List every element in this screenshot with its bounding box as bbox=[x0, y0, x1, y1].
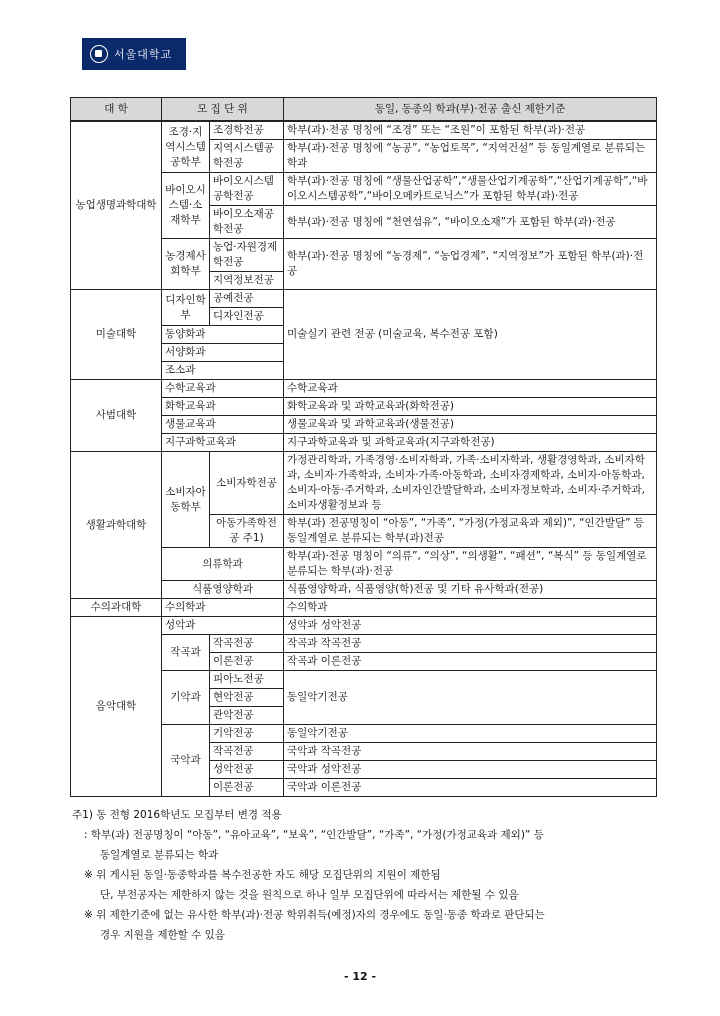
group-cell: 기악과 bbox=[162, 671, 210, 725]
unit-cell: 서양화과 bbox=[162, 344, 284, 362]
table-row bbox=[71, 599, 657, 617]
header-criteria: 동일, 동종의 학과(부)·전공 출신 제한기준 bbox=[284, 98, 657, 122]
criteria-cell: 동일악기전공 bbox=[284, 725, 657, 743]
footnotes bbox=[72, 805, 672, 945]
unit-cell: 작곡전공 bbox=[210, 635, 284, 653]
college-vet: 수의과대학 bbox=[71, 599, 162, 617]
footnote-line: 동일계열로 분류되는 학과 bbox=[100, 849, 219, 861]
unit-cell: 바이오소재공학전공 bbox=[210, 206, 284, 239]
unit-cell: 관악전공 bbox=[210, 707, 284, 725]
page-number: - 12 - bbox=[343, 970, 377, 983]
university-logo bbox=[82, 38, 186, 70]
unit-cell: 성악과 bbox=[162, 617, 284, 635]
college-agri: 농업생명과학대학 bbox=[71, 121, 162, 290]
criteria-cell: 가정관리학과, 가족경영·소비자학과, 가족·소비자학과, 생활경영학과, 소비자학과, 소비자·가족학과, 소비자·가족·아동학과, 소비자경제학과, 소비자·아동학과, 소비자·아동·주거학과, 소비자인간발달학과, 소비자정보학과, 소비자·주거학과, 소비자생활정보과 등 bbox=[284, 452, 657, 515]
unit-cell: 공예전공 bbox=[210, 290, 284, 308]
table-row bbox=[71, 380, 657, 398]
criteria-cell: 국악과 성악전공 bbox=[284, 761, 657, 779]
unit-cell: 동양화과 bbox=[162, 326, 284, 344]
footnote-line: ※ 위 제한기준에 없는 유사한 학부(과)·전공 학위취득(예정)자의 경우에도 동일·동종 학과로 판단되는 bbox=[84, 909, 545, 921]
unit-cell: 디자인전공 bbox=[210, 308, 284, 326]
unit-cell: 작곡전공 bbox=[210, 743, 284, 761]
unit-cell: 화학교육과 bbox=[162, 398, 284, 416]
criteria-cell: 동일악기전공 bbox=[284, 671, 657, 725]
header-unit: 모 집 단 위 bbox=[162, 98, 284, 122]
unit-cell: 지구과학교육과 bbox=[162, 434, 284, 452]
group-cell: 작곡과 bbox=[162, 635, 210, 671]
criteria-cell: 학부(과)·전공 명칭에 “농경제”, “농업경제”, “지역정보”가 포함된 학부(과)·전공 bbox=[284, 239, 657, 290]
logo-text: 서울대학교 bbox=[114, 48, 173, 61]
footnote-line: : 학부(과) 전공명칭이 “아동”, “유아교육”, “보육”, “인간발달”, “가족”, “가정(가정교육과 제외)” 등 bbox=[84, 829, 544, 841]
header-college: 대 학 bbox=[71, 98, 162, 122]
criteria-cell: 학부(과)·전공 명칭이 “의류”, “의상”, “의생활”, “패션”, “복식” 등 동일계열로 분류되는 학부(과)·전공 bbox=[284, 548, 657, 581]
college-music: 음악대학 bbox=[71, 617, 162, 797]
unit-cell: 이론전공 bbox=[210, 779, 284, 797]
unit-cell: 지역정보전공 bbox=[210, 272, 284, 290]
unit-cell: 식품영양학과 bbox=[162, 581, 284, 599]
unit-cell: 의류학과 bbox=[162, 548, 284, 581]
criteria-cell: 수학교육과 bbox=[284, 380, 657, 398]
criteria-cell: 지구과학교육과 및 과학교육과(지구과학전공) bbox=[284, 434, 657, 452]
unit-cell: 이론전공 bbox=[210, 653, 284, 671]
unit-cell: 소비자학전공 bbox=[210, 452, 284, 515]
criteria-cell: 학부(과)·전공 명칭에 “생물산업공학”,“생물산업기계공학”,“산업기계공학”,“바이오시스템공학”,“바이오메카트로닉스”가 포함된 학부(과)·전공 bbox=[284, 173, 657, 206]
criteria-cell: 화학교육과 및 과학교육과(화학전공) bbox=[284, 398, 657, 416]
criteria-cell: 식품영양학과, 식품영양(학)전공 및 기타 유사학과(전공) bbox=[284, 581, 657, 599]
criteria-cell: 작곡과 작곡전공 bbox=[284, 635, 657, 653]
unit-cell: 기악전공 bbox=[210, 725, 284, 743]
criteria-cell: 학부(과) 전공명칭이 “아동”, “가족”, “가정(가정교육과 제외)”, “인간발달” 등 동일계열로 분류되는 학부(과)전공 bbox=[284, 515, 657, 548]
criteria-cell: 미술실기 관련 전공 (미술교육, 복수전공 포함) bbox=[284, 290, 657, 380]
group-cell: 바이오시스템·소재학부 bbox=[162, 173, 210, 239]
unit-cell: 아동가족학전공 주1) bbox=[210, 515, 284, 548]
group-cell: 조경·지역시스템공학부 bbox=[162, 121, 210, 173]
criteria-cell: 학부(과)·전공 명칭에 “천연섬유”, “바이오소재”가 포함된 학부(과)·전공 bbox=[284, 206, 657, 239]
unit-cell: 조소과 bbox=[162, 362, 284, 380]
footnote-line: 단, 부전공자는 제한하지 않는 것을 원칙으로 하나 일부 모집단위에 따라서는 제한될 수 있음 bbox=[100, 889, 519, 901]
unit-cell: 현악전공 bbox=[210, 689, 284, 707]
criteria-cell: 학부(과)·전공 명칭에 “농공”, “농업토목”, “지역건설” 등 동일계열로 분류되는 학과 bbox=[284, 140, 657, 173]
unit-cell: 지역시스템공학전공 bbox=[210, 140, 284, 173]
table-row bbox=[71, 121, 657, 140]
college-art: 미술대학 bbox=[71, 290, 162, 380]
unit-cell: 농업·자원경제학전공 bbox=[210, 239, 284, 272]
college-life: 생활과학대학 bbox=[71, 452, 162, 599]
footnote-line: ※ 위 게시된 동일·동종학과를 복수전공한 자도 해당 모집단위의 지원이 제한됨 bbox=[84, 869, 441, 881]
group-cell: 소비자아동학부 bbox=[162, 452, 210, 548]
criteria-cell: 국악과 이론전공 bbox=[284, 779, 657, 797]
university-emblem-icon bbox=[90, 45, 108, 63]
unit-cell: 조경학전공 bbox=[210, 121, 284, 140]
table-row bbox=[71, 290, 657, 308]
table-header-row bbox=[71, 98, 657, 122]
college-edu: 사범대학 bbox=[71, 380, 162, 452]
criteria-cell: 학부(과)·전공 명칭에 “조경” 또는 “조원”이 포함된 학부(과)·전공 bbox=[284, 121, 657, 140]
unit-cell: 수학교육과 bbox=[162, 380, 284, 398]
unit-cell: 수의학과 bbox=[162, 599, 284, 617]
footnote-line: 주1) 동 전형 2016학년도 모집부터 변경 적용 bbox=[72, 809, 282, 821]
footnote-line: 경우 지원을 제한할 수 있음 bbox=[100, 929, 225, 941]
criteria-cell: 생물교육과 및 과학교육과(생물전공) bbox=[284, 416, 657, 434]
table-row bbox=[71, 452, 657, 515]
unit-cell: 바이오시스템공학전공 bbox=[210, 173, 284, 206]
group-cell: 국악과 bbox=[162, 725, 210, 797]
group-cell: 농경제사회학부 bbox=[162, 239, 210, 290]
unit-cell: 피아노전공 bbox=[210, 671, 284, 689]
criteria-cell: 성악과 성악전공 bbox=[284, 617, 657, 635]
table-row bbox=[71, 617, 657, 635]
criteria-cell: 작곡과 이론전공 bbox=[284, 653, 657, 671]
unit-cell: 생물교육과 bbox=[162, 416, 284, 434]
criteria-cell: 국악과 작곡전공 bbox=[284, 743, 657, 761]
restriction-table bbox=[70, 97, 657, 797]
group-cell: 디자인학부 bbox=[162, 290, 210, 326]
unit-cell: 성악전공 bbox=[210, 761, 284, 779]
criteria-cell: 수의학과 bbox=[284, 599, 657, 617]
